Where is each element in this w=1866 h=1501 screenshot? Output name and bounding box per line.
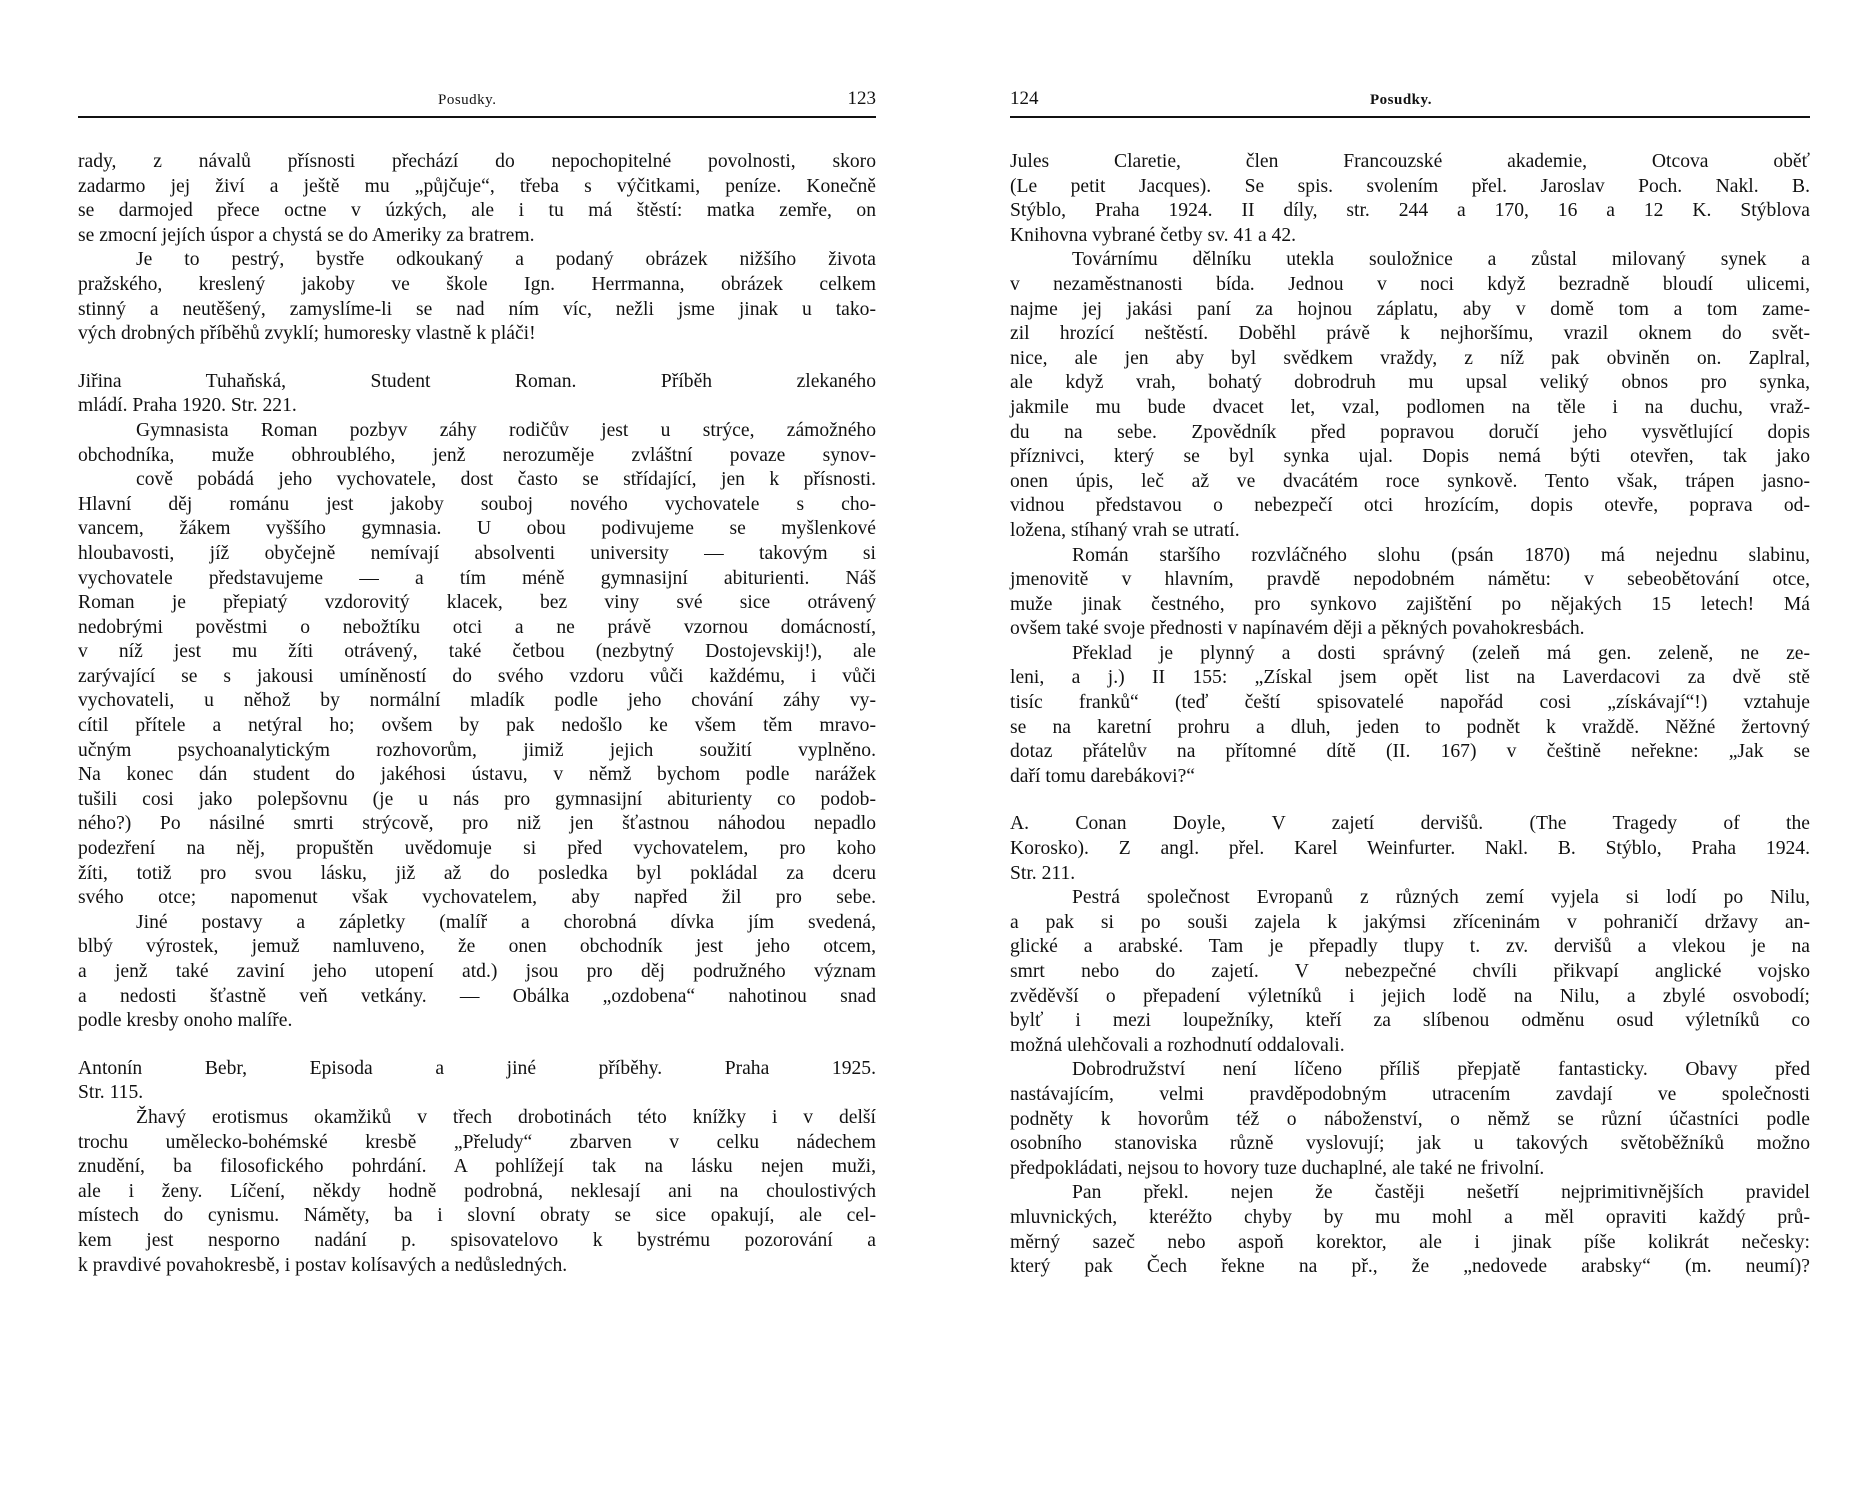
left-running-title: Posudky. <box>438 92 497 108</box>
paragraph-gap <box>78 1034 876 1057</box>
text-line: Korosko). Z angl. přel. Karel Weinfurter. Nakl. B. Stýblo, Praha 1924. <box>1010 838 1810 860</box>
text-line: který pak Čech řekne na př., že „nedovede arabsky“ (m. neumí)? <box>1010 1256 1810 1278</box>
review-heading-line: Antonín Bebr, Episoda a jiné příběhy. Praha 1925. <box>78 1057 876 1079</box>
text-line: znudění, ba filosofického pohrdání. A pohlížejí tak na lásku nejen muži, <box>78 1156 876 1178</box>
text-line: se zmocní jejích úspor a chystá se do Ameriky za bratrem. <box>78 224 535 246</box>
text-line: ale i ženy. Líčení, někdy hodně podrobná, neklesají ani na choulostivých <box>78 1180 876 1202</box>
text-line: svého otce; napomenut však vychovatelem, aby napřed žil pro sebe. <box>78 887 876 909</box>
text-line: Jiné postavy a zápletky (malíř a chorobná dívka jím svedená, <box>136 911 876 933</box>
text-line: Knihovna vybrané četby sv. 41 a 42. <box>1010 224 1297 246</box>
left-body-text <box>78 150 876 1278</box>
text-line: se na karetní prohru a dluh, jeden to podnět k vraždě. Něžné žertovný <box>1010 716 1810 738</box>
text-line: Žhavý erotismus okamžiků v třech drobotinách této knížky i v delší <box>136 1106 876 1128</box>
text-line: kem jest nesporno nadání p. spisovatelovo k bystrému pozorování a <box>78 1229 876 1251</box>
text-line: glické a arabské. Tam je přepadly tlupy t. zv. dervišů a vlekou je na <box>1010 936 1810 958</box>
text-line: Je to pestrý, bystře odkoukaný a podaný obrázek nižšího života <box>136 249 876 271</box>
text-line: du na sebe. Zpovědník před popravou doručí jeho vysvětlující dopis <box>1010 421 1810 443</box>
review-heading-line: A. Conan Doyle, V zajetí dervišů. (The Tragedy of the <box>1010 813 1810 835</box>
text-line: možná ulehčovali a rozhodnutí oddalovali. <box>1010 1034 1345 1056</box>
text-line: zil hrozící neštěstí. Doběhl právě k nejhoršímu, vrazil oknem do svět- <box>1010 323 1810 345</box>
text-line: ložena, stíhaný vrah se utratí. <box>1010 519 1240 541</box>
text-line: vých drobných příběhů zvyklí; humoresky vlastně k pláči! <box>78 323 536 345</box>
text-line: v nezaměstnanosti bída. Jednou v noci když bezradně bloudí ulicemi, <box>1010 273 1810 295</box>
text-line: místech do cynismu. Náměty, ba i slovní obraty se sice opakují, ale cel- <box>78 1205 876 1227</box>
text-line: se darmojed přece octne v úzkých, ale i tu má štěstí: matka zemře, on <box>78 200 876 222</box>
text-line: trochu umělecko-bohémské kresbě „Přeludy“ zbarven v celku nádechem <box>78 1131 876 1153</box>
text-line: jmenovitě v hlavním, pravdě nepodobném námětu: v sebeobětování otce, <box>1010 569 1810 591</box>
text-line: dotaz přátelův na přítomné dítě (II. 167) v češtině neřekne: „Jak se <box>1010 741 1810 763</box>
text-line: příznivci, který se byl synka ujal. Dopis nemá býti otevřen, tak jako <box>1010 446 1810 468</box>
text-line: (Le petit Jacques). Se spis. svolením přel. Jaroslav Poch. Nakl. B. <box>1010 175 1810 197</box>
text-line: najme jej jakási paní za hojnou záplatu, aby v domě tom a tom zame- <box>1010 298 1810 320</box>
text-line: a pak si po souši zajela k jakýmsi zříceninám v pohraničí državy an- <box>1010 911 1810 933</box>
text-line: pražského, kreslený jakoby ve škole Ign. Herrmanna, obrázek celkem <box>78 273 876 295</box>
text-line: jakmile mu bude dvacet let, vzal, podlomen na těle i na duchu, vraž- <box>1010 396 1810 418</box>
right-running-head <box>1010 86 1810 118</box>
text-line: leni, a j.) II 155: „Získal jsem opět list na Laverdacovi za dvě stě <box>1010 667 1810 689</box>
text-line: cově pobádá jeho vychovatele, dost často se střídající, jen k přísnosti. <box>136 469 876 491</box>
text-line: vychovateli, u něhož by normální mladík podle jeho chování záhy vy- <box>78 690 876 712</box>
text-line: Gymnasista Roman pozbyv záhy rodičův jest u strýce, zámožného <box>136 419 876 441</box>
left-running-head <box>78 86 876 118</box>
text-line: mluvnických, kteréžto chyby by mu mohl a měl opraviti každý prů- <box>1010 1206 1810 1228</box>
paragraph-gap <box>1010 789 1810 812</box>
text-line: muže jinak čestného, pro synkovo zajištění po nějakých 15 letech! Má <box>1010 593 1810 615</box>
text-line: předpokládati, nejsou to hovory tuze duchaplné, ale také ne frivolní. <box>1010 1157 1545 1179</box>
left-page-number: 123 <box>847 88 876 109</box>
review-heading-line: Jules Claretie, člen Francouzské akademie, Otcova oběť <box>1010 151 1810 172</box>
right-page-number: 124 <box>1010 88 1039 109</box>
text-line: Stýblo, Praha 1924. II díly, str. 244 a 170, 16 a 12 K. Stýblova <box>1010 200 1810 222</box>
text-line: mládí. Praha 1920. Str. 221. <box>78 395 297 417</box>
text-line: Román staršího rozvláčného slohu (psán 1870) má nejednu slabinu, <box>1072 544 1810 566</box>
text-line: ného?) Po násilné smrti strýcově, pro niž jen šťastnou náhodou nepadlo <box>78 813 876 835</box>
text-line: Továrnímu dělníku utekla souložnice a zůstal milovaný synek a <box>1072 249 1810 271</box>
text-line: Dobrodružství není líčeno příliš přepjatě fantasticky. Obavy před <box>1072 1059 1810 1081</box>
left-page <box>78 0 876 1501</box>
text-line: zarývající se s jakousi umíněností do svého vzdoru vůči každému, i vůči <box>78 665 876 687</box>
text-line: nice, ale jen aby byl svědkem vraždy, z níž pak obviněn on. Zaplral, <box>1010 347 1810 369</box>
text-line: žíti, totiž pro svou lásku, již až do posledka byl pokládal za dceru <box>78 862 876 884</box>
text-line: nedobrými pověstmi o nebožtíku otci a ne právě vzornou domácností, <box>78 616 876 638</box>
right-running-title: Posudky. <box>1370 92 1432 108</box>
text-line: nastávajícím, velmi pravděpodobným utracením zavdají ve společnosti <box>1010 1083 1810 1105</box>
text-line: rady, z návalů přísnosti přechází do nepochopitelné povolnosti, skoro <box>78 151 876 172</box>
text-line: podle kresby onoho malíře. <box>78 1010 293 1032</box>
review-heading-line: Jiřina Tuhaňská, Student Roman. Příběh zlekaného <box>78 370 876 392</box>
text-line: vychovatele představujeme — a tím méně gymnasijní abiturienti. Náš <box>78 567 876 589</box>
text-line: Pestrá společnost Evropanů z různých zemí vyjela si lodí po Nilu, <box>1072 887 1810 909</box>
text-line: smrt nebo do zajetí. V nebezpečné chvíli přikvapí anglické vojsko <box>1010 961 1810 982</box>
text-line: daří tomu darebákovi?“ <box>1010 765 1195 787</box>
text-line: tisíc franků“ (teď čeští spisovatelé napořád cosi „získávají“!) vztahuje <box>1010 692 1810 714</box>
text-line: tušili cosi jako polepšovnu (je u nás pro gymnasijní abiturienty co podob- <box>78 788 876 810</box>
text-line: k pravdivé povahokresbě, i postav kolísavých a nedůsledných. <box>78 1254 568 1276</box>
text-line: obchodníka, muže obhroublého, jenž nerozuměje zvláštní povaze synov- <box>78 444 876 466</box>
text-line: a jenž také zaviní jeho utopení atd.) jsou pro děj podružného význam <box>78 961 876 982</box>
text-line: měrný sazeč nebo aspoň korektor, ale i jinak píše kolikrát nečesky: <box>1010 1231 1810 1253</box>
text-line: stinný a neutěšený, zamyslíme-li se nad ním víc, nežli jsme jinak u tako- <box>78 298 876 320</box>
text-line: cítil přítele a netýral ho; ovšem by pak nedošlo ke všem těm mravo- <box>78 715 876 737</box>
text-line: učným psychoanalytickým rozhovorům, jimiž jejich soužití vyplněno. <box>78 739 876 761</box>
text-line: Roman je přepiatý vzdorovitý klacek, bez viny své sice otrávený <box>78 592 876 614</box>
text-line: Překlad je plynný a dosti správný (zeleň má gen. zeleně, ne ze- <box>1072 642 1810 664</box>
text-line: ovšem také svoje přednosti v napínavém ději a pěkných povahokresbách. <box>1010 618 1585 640</box>
paragraph-gap <box>78 347 876 370</box>
text-line: Pan překl. nejen že častěji nešetří nejprimitivnějších pravidel <box>1072 1182 1810 1204</box>
text-line: v níž jest mu žíti otrávený, také četbou (nezbytný Dostojevskij!), ale <box>78 641 876 663</box>
text-line: blbý výrostek, jemuž namluveno, že onen obchodník jest jeho otcem, <box>78 936 876 958</box>
right-body-text <box>1010 150 1810 1280</box>
text-line: Hlavní děj románu jest jakoby souboj nového vychovatele s cho- <box>78 493 876 515</box>
text-line: Na konec dán student do jakéhosi ústavu, v němž bychom podle narážek <box>78 764 876 786</box>
text-line: vidnou představou o nebezpečí otci hrozícím, dopis otevře, poprava od- <box>1010 495 1810 517</box>
text-line: osobního stanoviska různě vyslovují; jak u takových světoběžníků možno <box>1010 1133 1810 1155</box>
text-line: Str. 211. <box>1010 862 1076 884</box>
text-line: a nedosti šťastně veň vetkány. — Obálka „ozdobena“ nahotinou snad <box>78 985 876 1007</box>
text-line: zvěděvší o přepadení výletníků i jejich lodě na Nilu, a zbylé osvobodí; <box>1010 985 1810 1007</box>
text-line: podezření na něj, propuštěn uvědomuje si před vychovatelem, pro koho <box>78 838 876 860</box>
text-line: bylť i mezi loupežníky, kteří za slíbenou odměnu osud výletníků co <box>1010 1010 1810 1032</box>
right-page <box>1010 0 1810 1501</box>
text-line: vancem, žákem vyššího gymnasia. U obou podivujeme se myšlenkové <box>78 518 876 540</box>
text-line: onen úpis, leč až ve dvacátém roce synkově. Tento však, trápen jasno- <box>1010 470 1810 492</box>
text-line: ale když vrah, bohatý dobrodruh mu upsal veliký obnos pro synka, <box>1010 372 1810 394</box>
text-line: podněty k hovorům též o náboženství, o němž se různí účastníci podle <box>1010 1108 1810 1130</box>
text-line: zadarmo jej živí a ještě mu „půjčuje“, třeba s výčitkami, peníze. Konečně <box>78 175 876 197</box>
text-line: Str. 115. <box>78 1082 144 1104</box>
text-line: hloubavosti, jíž obyčejně nemívají absolventi university — takovým si <box>78 542 876 564</box>
